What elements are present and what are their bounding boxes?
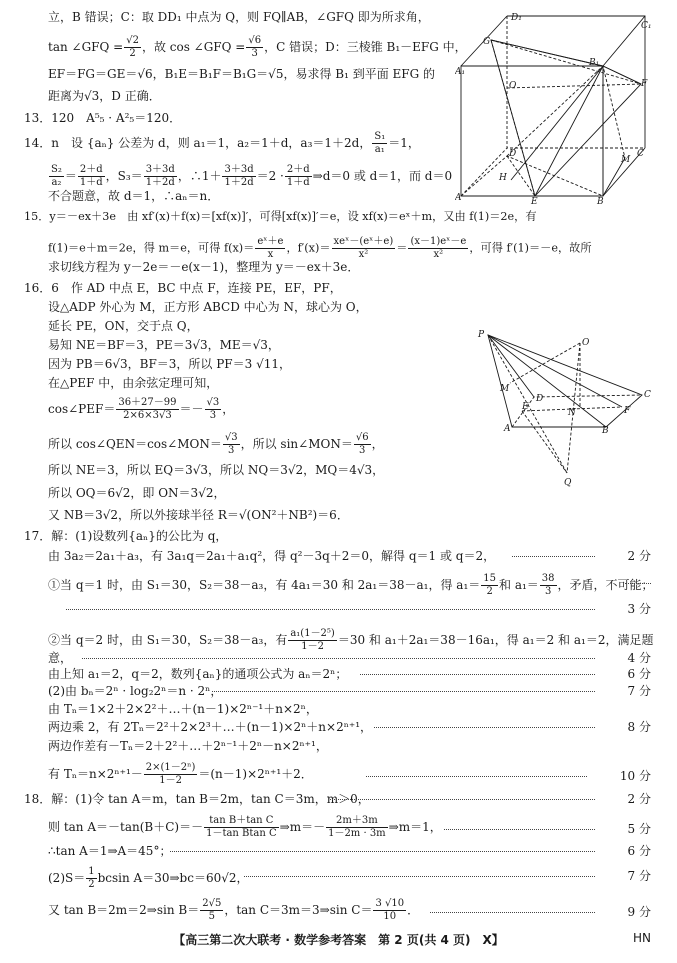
numerator: √6 bbox=[248, 35, 262, 46]
dot-leader bbox=[625, 583, 651, 584]
numerator: 38 bbox=[541, 573, 555, 584]
text-segment: f(1)＝e＋m＝2e，得 m＝e，可得 f(x)＝ bbox=[48, 241, 255, 255]
fraction bbox=[124, 35, 141, 60]
denominator: x bbox=[267, 249, 274, 260]
numerator: 1 bbox=[88, 866, 95, 877]
text-segment: ＝－ bbox=[179, 402, 204, 416]
cube-label: B₁ bbox=[589, 58, 600, 68]
numerator: eˣ＋e bbox=[257, 236, 284, 247]
text-line: 设△ADP 外心为 M，正方形 ABCD 中心为 N，球心为 O， bbox=[48, 300, 368, 314]
fraction bbox=[144, 762, 198, 787]
numerator: xeˣ－(eˣ＋e) bbox=[333, 236, 394, 247]
fraction bbox=[332, 236, 396, 261]
text-segment: 有 Tₙ＝n×2ⁿ⁺¹－ bbox=[48, 767, 143, 781]
score: 4 分 bbox=[627, 651, 651, 665]
text-segment: tan ∠GFQ = bbox=[48, 40, 124, 54]
cube-label: E bbox=[531, 197, 538, 207]
cube-label: H bbox=[499, 173, 507, 183]
text-line: 在△PEF 中，由余弦定理可知， bbox=[48, 376, 219, 390]
fraction bbox=[116, 397, 178, 422]
text-line bbox=[48, 866, 249, 891]
text-line: 18．解：(1)令 tan A＝m，tan B＝2m，tan C＝3m，m＞0， bbox=[24, 792, 370, 806]
fraction bbox=[200, 898, 223, 923]
cube-label: B bbox=[597, 197, 604, 207]
denominator: x² bbox=[358, 249, 369, 260]
cube-label: F bbox=[641, 79, 648, 89]
text-segment: ， bbox=[371, 437, 384, 451]
fraction bbox=[373, 898, 406, 923]
numerator: 3＋3d bbox=[224, 164, 254, 175]
numerator: 15 bbox=[483, 573, 496, 584]
fraction bbox=[246, 35, 263, 60]
score: 2 分 bbox=[627, 792, 651, 806]
pyramid-label: O bbox=[582, 338, 590, 348]
pyramid-label: B bbox=[602, 426, 609, 436]
text-segment: (2)S＝ bbox=[48, 871, 86, 885]
numerator: 2×(1－2ⁿ) bbox=[145, 762, 196, 773]
fraction bbox=[86, 866, 96, 891]
fraction bbox=[326, 815, 388, 840]
fraction bbox=[481, 573, 498, 598]
denominator: 5 bbox=[208, 911, 215, 922]
fraction bbox=[354, 432, 371, 457]
fraction bbox=[255, 236, 285, 261]
cube-label: D₁ bbox=[511, 13, 522, 23]
denominator: 2 bbox=[129, 48, 136, 59]
fraction bbox=[205, 397, 222, 422]
text-segment: 和 a₁＝ bbox=[499, 578, 539, 592]
text-line: 两边作差有－Tₙ＝2＋2²＋…＋2ⁿ⁻¹＋2ⁿ－n×2ⁿ⁺¹， bbox=[48, 739, 328, 753]
pyramid-label: P bbox=[478, 330, 485, 340]
pyramid-label: D bbox=[536, 394, 544, 404]
text-segment: ＝2 · bbox=[256, 169, 284, 183]
numerator: 3 √10 bbox=[375, 898, 405, 909]
text-segment: 又 tan B＝2m＝2⇒sin B＝ bbox=[48, 903, 200, 917]
text-line bbox=[48, 898, 419, 923]
text-line: 由 Tₙ＝1×2＋2×2²＋…＋(n－1)×2ⁿ⁻¹＋n×2ⁿ， bbox=[48, 702, 318, 716]
fraction bbox=[372, 131, 387, 156]
score: 5 分 bbox=[627, 822, 651, 836]
cube-label: D bbox=[509, 149, 517, 159]
text-segment: cos∠PEF＝ bbox=[48, 402, 116, 416]
text-line: 又 NB＝3√2，所以外接球半径 R＝√(ON²＋NB²)＝6． bbox=[48, 508, 349, 522]
dot-leader bbox=[366, 776, 587, 777]
text-segment: ，C 错误；D：三棱锥 B₁－EFG 中， bbox=[264, 40, 467, 54]
text-segment: ＝30 和 a₁＋2a₁＝38－16a₁，得 a₁＝2 和 a₁＝2，满足题 bbox=[337, 633, 654, 647]
text-line: 因为 PB＝6√3，BF＝3，所以 PF＝3 √11， bbox=[48, 357, 291, 371]
text-segment: 14．n 设 {aₙ} 公差为 d，则 a₁＝1，a₂＝1＋d，a₃＝1＋2d， bbox=[24, 136, 372, 150]
numerator: √6 bbox=[355, 432, 369, 443]
dot-leader bbox=[430, 912, 595, 913]
text-segment: 则 tan A＝－tan(B＋C)＝－ bbox=[48, 820, 204, 834]
cube-label: C bbox=[637, 149, 644, 159]
denominator: 1＋d bbox=[79, 177, 103, 188]
score: 3 分 bbox=[627, 602, 651, 616]
numerator: tan B＋tan C bbox=[204, 815, 279, 828]
text-line bbox=[48, 815, 442, 840]
score: 7 分 bbox=[627, 684, 651, 698]
numerator: (x－1)eˣ－e bbox=[410, 236, 467, 247]
text-segment: ，∴1＋ bbox=[177, 169, 222, 183]
text-segment: ，矛盾，不可能； bbox=[557, 578, 654, 592]
text-line: ∴tan A＝1⇒A＝45°； bbox=[48, 844, 172, 858]
text-line: 由 3a₂＝2a₁＋a₃，有 3a₁q＝2a₁＋a₁q²，得 q²－3q＋2＝0，解得 q＝1 或 q＝2， bbox=[48, 549, 496, 563]
text-line bbox=[48, 762, 313, 787]
denominator: a₁ bbox=[374, 144, 385, 155]
pyramid-label: F bbox=[624, 406, 631, 416]
cube-label: C₁ bbox=[641, 21, 652, 31]
text-segment: ⇒m＝1， bbox=[388, 820, 442, 834]
text-line bbox=[24, 131, 420, 156]
text-segment: ，可得 f′(1)＝－e，故所 bbox=[469, 241, 592, 255]
text-line: 16．6 作 AD 中点 E，BC 中点 F，连接 PE，EF，PF， bbox=[24, 281, 342, 295]
dot-leader bbox=[212, 691, 595, 692]
text-line: 立，B 错误；C：取 DD₁ 中点为 Q，则 FQ∥AB，∠GFQ 即为所求角， bbox=[48, 10, 430, 24]
text-line: 距离为√3，D 正确． bbox=[48, 89, 161, 103]
denominator: 10 bbox=[383, 911, 397, 922]
text-segment: ，所以 sin∠MON＝ bbox=[240, 437, 353, 451]
text-line bbox=[48, 236, 592, 261]
denominator: a₂ bbox=[51, 177, 62, 188]
text-segment: ，tan C＝3m＝3⇒sin C＝ bbox=[224, 903, 373, 917]
denominator: 2 bbox=[486, 586, 493, 597]
pyramid-label: N bbox=[568, 408, 576, 418]
footer-code: HN bbox=[633, 931, 651, 945]
text-line: 求切线方程为 y－2e＝－e(x－1)，整理为 y＝－ex＋3e． bbox=[48, 260, 360, 274]
text-line: 不合题意，故 d＝1，∴aₙ＝n． bbox=[48, 189, 220, 203]
fraction bbox=[204, 815, 279, 840]
numerator: 2＋d bbox=[286, 164, 310, 175]
numerator: 2＋d bbox=[79, 164, 103, 175]
numerator: S₁ bbox=[374, 131, 386, 142]
text-line: EF＝FG＝GE＝√6，B₁E＝B₁F＝B₁G＝√5，易求得 B₁ 到平面 EFG 的 bbox=[48, 67, 436, 81]
text-line: 两边乘 2，有 2Tₙ＝2²＋2×2³＋…＋(n－1)×2ⁿ＋n×2ⁿ⁺¹， bbox=[48, 720, 373, 734]
text-line: 15．y＝－ex＋3e 由 xf′(x)＋f(x)＝[xf(x)]′，可得[xf(x)]′＝e，设 xf(x)＝eˣ＋m，又由 f(1)＝2e，有 bbox=[24, 210, 537, 223]
pyramid-label: Q bbox=[564, 478, 572, 488]
dot-leader bbox=[360, 674, 595, 675]
denominator: x² bbox=[433, 249, 444, 260]
text-line bbox=[48, 628, 653, 653]
text-segment: ＝ bbox=[396, 241, 408, 255]
text-line: 延长 PE，ON，交于点 Q， bbox=[48, 319, 199, 333]
fraction bbox=[223, 432, 240, 457]
numerator: √3 bbox=[224, 432, 238, 443]
pyramid-label: A bbox=[504, 424, 511, 434]
score: 10 分 bbox=[619, 769, 651, 783]
denominator: 3 bbox=[359, 445, 366, 456]
text-segment: ⇒d＝0 或 d＝1，而 d＝0 bbox=[312, 169, 453, 183]
text-segment: ②当 q＝2 时，由 S₁＝30，S₂＝38－a₃，有 bbox=[48, 633, 288, 647]
denominator: 3 bbox=[544, 586, 552, 597]
text-line: 意， bbox=[48, 651, 73, 665]
text-segment: 所以 cos∠QEN＝cos∠MON＝ bbox=[48, 437, 222, 451]
cube-label: M bbox=[621, 155, 631, 165]
text-segment: ，f′(x)＝ bbox=[286, 241, 331, 255]
score: 7 分 bbox=[627, 869, 651, 883]
numerator: 2m＋3m bbox=[326, 815, 388, 828]
text-line: 13．120 A⁵₅ · A²₅＝120． bbox=[24, 111, 182, 125]
denominator: 1－2 bbox=[301, 641, 324, 652]
text-segment: ①当 q＝1 时，由 S₁＝30，S₂＝38－a₃，有 4a₁＝30 和 2a₁＝38－a₁，得 a₁＝ bbox=[48, 578, 481, 592]
denominator: 1＋2d bbox=[145, 177, 175, 188]
text-line bbox=[48, 432, 384, 457]
pyramid-figure bbox=[472, 325, 657, 495]
denominator: 3 bbox=[209, 410, 217, 421]
score: 6 分 bbox=[627, 667, 651, 681]
pyramid-label: E bbox=[522, 402, 529, 412]
text-line: 所以 OQ＝6√2，即 ON＝3√2， bbox=[48, 486, 226, 500]
dot-leader bbox=[170, 851, 595, 852]
text-segment: ． bbox=[407, 903, 420, 917]
dot-leader bbox=[444, 829, 595, 830]
text-segment: ，S₃＝ bbox=[105, 169, 143, 183]
text-line bbox=[48, 164, 452, 189]
denominator: 1－2m · 3m bbox=[328, 828, 386, 839]
numerator: S₂ bbox=[51, 164, 62, 175]
numerator: a₁(1－2⁵) bbox=[290, 628, 335, 639]
score: 6 分 bbox=[627, 844, 651, 858]
text-line bbox=[48, 35, 467, 60]
text-segment: ＝1， bbox=[388, 136, 420, 150]
numerator: √3 bbox=[206, 397, 220, 408]
fraction bbox=[540, 573, 557, 598]
cube-figure bbox=[455, 8, 655, 208]
denominator: 1＋2d bbox=[224, 177, 254, 188]
denominator: 1－2 bbox=[159, 775, 182, 786]
fraction bbox=[408, 236, 468, 261]
pyramid-label: M bbox=[500, 384, 510, 394]
text-segment: ， bbox=[222, 402, 235, 416]
text-line bbox=[48, 573, 654, 598]
dot-leader bbox=[244, 876, 595, 877]
numerator: √2 bbox=[126, 35, 139, 46]
fraction bbox=[78, 164, 105, 189]
text-line bbox=[48, 397, 234, 422]
numerator: 3＋3d bbox=[145, 164, 175, 175]
fraction bbox=[288, 628, 337, 653]
fraction bbox=[222, 164, 255, 189]
text-segment: bcsin A＝30⇒bc＝60√2， bbox=[97, 871, 249, 885]
dot-leader bbox=[66, 609, 595, 610]
fraction bbox=[285, 164, 312, 189]
dot-leader bbox=[512, 556, 595, 557]
text-segment: ＝ bbox=[64, 169, 77, 183]
denominator: 1＋d bbox=[286, 177, 310, 188]
text-line: 易知 NE＝BF＝3，PE＝3√3，ME＝√3， bbox=[48, 338, 280, 352]
numerator: 2√5 bbox=[202, 898, 222, 909]
cube-label: A bbox=[455, 193, 462, 203]
denominator: 3 bbox=[251, 48, 258, 59]
text-line: 17．解：(1)设数列{aₙ}的公比为 q， bbox=[24, 529, 228, 543]
denominator: 1－tan Btan C bbox=[206, 828, 277, 839]
dot-leader bbox=[374, 727, 595, 728]
text-line: (2)由 bₙ＝2ⁿ · log₂2ⁿ＝n · 2ⁿ， bbox=[48, 684, 223, 698]
denominator: 3 bbox=[228, 445, 235, 456]
denominator: 2×6×3√3 bbox=[123, 410, 172, 421]
text-line: 由上知 a₁＝2，q＝2，数列{aₙ}的通项公式为 aₙ＝2ⁿ； bbox=[48, 667, 348, 681]
text-segment: ＝(n－1)×2ⁿ⁺¹＋2． bbox=[198, 767, 313, 781]
numerator: 36＋27－99 bbox=[118, 397, 177, 408]
score: 2 分 bbox=[627, 549, 651, 563]
score: 8 分 bbox=[627, 720, 651, 734]
fraction bbox=[144, 164, 177, 189]
fraction bbox=[49, 164, 64, 189]
cube-label: O bbox=[509, 81, 517, 91]
denominator: 2 bbox=[88, 879, 95, 890]
page-footer bbox=[0, 931, 677, 949]
text-segment: ，故 cos ∠GFQ = bbox=[141, 40, 246, 54]
text-segment: ⇒m＝－ bbox=[279, 820, 326, 834]
cube-label: A₁ bbox=[455, 67, 466, 77]
dot-leader bbox=[330, 799, 595, 800]
footer-title: 【高三第二次大联考 · 数学参考答案 第 2 页(共 4 页) X】 bbox=[173, 933, 504, 947]
cube-label: G bbox=[483, 37, 491, 47]
dot-leader bbox=[82, 658, 595, 659]
text-line: 所以 NE＝3，所以 EQ＝3√3，所以 NQ＝3√2，MQ＝4√3， bbox=[48, 463, 385, 477]
score: 9 分 bbox=[627, 905, 651, 919]
pyramid-label: C bbox=[644, 390, 651, 400]
